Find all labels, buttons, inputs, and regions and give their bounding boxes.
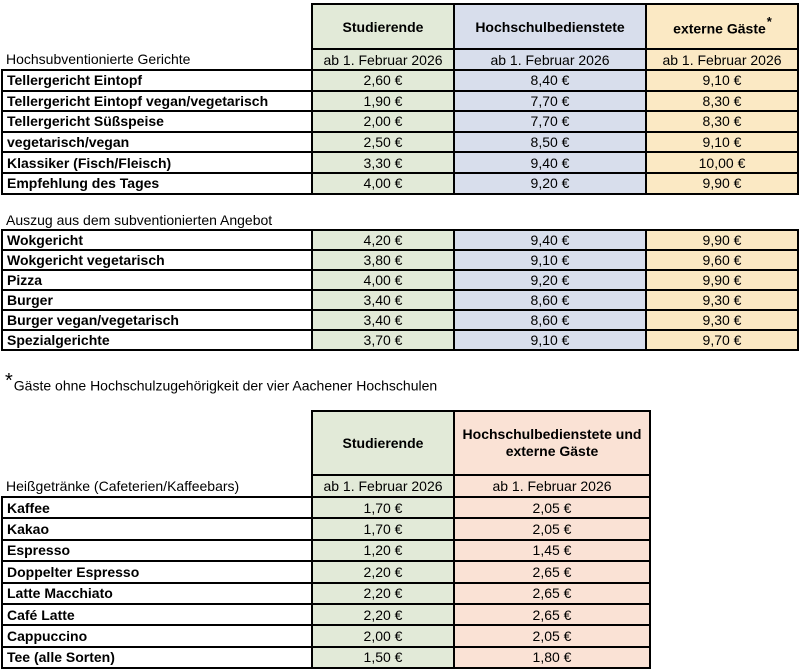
price-cell: 2,65 €	[454, 561, 650, 582]
table-row	[2, 70, 798, 91]
price-cell: 10,00 €	[646, 152, 798, 173]
price-cell: 2,20 €	[312, 583, 454, 604]
section-label-auszug: Auszug aus dem subventionierten Angebot	[6, 212, 273, 228]
table-row	[2, 330, 798, 350]
price-cell: 1,70 €	[312, 518, 454, 539]
table-header-row	[2, 411, 650, 475]
column-header-externe-gaeste	[646, 4, 798, 49]
price-cell: 1,90 €	[312, 91, 454, 112]
row-label: Café Latte	[2, 604, 312, 625]
asterisk-footnote-marker: *	[5, 370, 13, 392]
date-subheader-row	[2, 475, 650, 497]
price-cell: 2,20 €	[312, 561, 454, 582]
row-label: Kakao	[2, 518, 312, 539]
column-header-studierende: Studierende	[312, 411, 454, 475]
date-cell: ab 1. Februar 2026	[454, 475, 650, 497]
column-header-hochschulbedienstete	[454, 4, 646, 49]
price-cell: 3,70 €	[312, 330, 454, 350]
price-cell: 9,90 €	[646, 270, 798, 290]
price-cell: 1,50 €	[312, 647, 454, 668]
price-cell: 9,40 €	[454, 152, 646, 173]
price-cell: 9,20 €	[454, 270, 646, 290]
table-row	[2, 152, 798, 173]
price-cell: 9,70 €	[646, 330, 798, 350]
row-label: Espresso	[2, 540, 312, 561]
price-cell: 2,20 €	[312, 604, 454, 625]
table-row	[2, 132, 798, 153]
section-label-heissgetraenke: Heißgetränke (Cafeterien/Kaffeebars)	[6, 477, 240, 494]
table-row	[2, 625, 650, 646]
table-row	[2, 540, 650, 561]
table-row	[2, 497, 650, 518]
table-row	[2, 250, 798, 270]
row-label: Pizza	[2, 270, 312, 290]
table-row	[2, 518, 650, 539]
table-row	[2, 230, 798, 250]
column-header-label: Hochschulbedienstete	[475, 18, 625, 35]
subsidized-dishes-table	[1, 3, 799, 195]
row-label: Burger vegan/vegetarisch	[2, 310, 312, 330]
table-row	[2, 310, 798, 330]
price-cell: 9,20 €	[454, 173, 646, 194]
price-cell: 4,00 €	[312, 270, 454, 290]
price-cell: 2,65 €	[454, 604, 650, 625]
price-cell: 3,80 €	[312, 250, 454, 270]
column-header-hochschulbedienstete-und-externe: Hochschulbedienstete und externe Gäste	[454, 411, 650, 475]
price-cell: 9,40 €	[454, 230, 646, 250]
table-row	[2, 561, 650, 582]
price-cell: 9,10 €	[646, 70, 798, 91]
date-cell: ab 1. Februar 2026	[312, 49, 454, 70]
row-label: Burger	[2, 290, 312, 310]
price-cell: 4,00 €	[312, 173, 454, 194]
date-subheader-row	[2, 49, 798, 70]
row-label: Cappuccino	[2, 625, 312, 646]
table-row	[2, 111, 798, 132]
price-cell: 8,40 €	[454, 70, 646, 91]
table-header-row	[2, 4, 798, 49]
column-header-label: externe Gäste	[673, 20, 766, 37]
price-cell: 1,45 €	[454, 540, 650, 561]
table-row	[2, 583, 650, 604]
table-row	[2, 604, 650, 625]
price-cell: 2,00 €	[312, 111, 454, 132]
price-cell: 2,05 €	[454, 497, 650, 518]
row-label: Tellergericht Eintopf	[2, 70, 312, 91]
price-cell: 2,60 €	[312, 70, 454, 91]
price-cell: 1,20 €	[312, 540, 454, 561]
price-cell: 3,40 €	[312, 290, 454, 310]
price-cell: 9,90 €	[646, 230, 798, 250]
date-cell: ab 1. Februar 2026	[454, 49, 646, 70]
price-cell: 8,60 €	[454, 310, 646, 330]
price-cell: 2,65 €	[454, 583, 650, 604]
table-row	[2, 290, 798, 310]
table-row	[2, 647, 650, 668]
row-label: Wokgericht vegetarisch	[2, 250, 312, 270]
price-cell: 2,00 €	[312, 625, 454, 646]
price-cell: 7,70 €	[454, 111, 646, 132]
row-label: Empfehlung des Tages	[2, 173, 312, 194]
column-header-studierende: Studierende	[312, 4, 454, 49]
row-label: Tellergericht Eintopf vegan/vegetarisch	[2, 91, 312, 112]
row-label: Tee (alle Sorten)	[2, 647, 312, 668]
table-row	[2, 91, 798, 112]
footnote	[5, 368, 437, 394]
subsidized-offering-excerpt-table	[1, 229, 799, 351]
row-label: Klassiker (Fisch/Fleisch)	[2, 152, 312, 173]
hot-drinks-table	[1, 410, 651, 669]
price-cell: 8,50 €	[454, 132, 646, 153]
price-cell: 8,30 €	[646, 91, 798, 112]
date-cell: ab 1. Februar 2026	[646, 49, 798, 70]
section-label-hochsubventionierte-gerichte: Hochsubventionierte Gerichte	[6, 51, 191, 67]
table-row	[2, 270, 798, 290]
asterisk-superscript: *	[766, 14, 772, 30]
price-cell: 7,70 €	[454, 91, 646, 112]
price-cell: 3,30 €	[312, 152, 454, 173]
price-cell: 9,10 €	[454, 250, 646, 270]
header-spacer-cell	[2, 4, 312, 49]
row-label: Latte Macchiato	[2, 583, 312, 604]
header-spacer-cell	[2, 411, 312, 475]
row-label: Wokgericht	[2, 230, 312, 250]
price-cell: 8,60 €	[454, 290, 646, 310]
footnote-text: Gäste ohne Hochschulzugehörigkeit der vier Aachener Hochschulen	[13, 377, 438, 394]
table-row	[2, 173, 798, 194]
price-cell: 9,90 €	[646, 173, 798, 194]
price-cell: 2,05 €	[454, 518, 650, 539]
row-label: Doppelter Espresso	[2, 561, 312, 582]
price-cell: 9,30 €	[646, 310, 798, 330]
price-cell: 4,20 €	[312, 230, 454, 250]
price-cell: 8,30 €	[646, 111, 798, 132]
row-label: Tellergericht Süßspeise	[2, 111, 312, 132]
price-cell: 9,30 €	[646, 290, 798, 310]
price-cell: 9,60 €	[646, 250, 798, 270]
price-cell: 1,70 €	[312, 497, 454, 518]
price-cell: 9,10 €	[454, 330, 646, 350]
row-label: Spezialgerichte	[2, 330, 312, 350]
price-cell: 3,40 €	[312, 310, 454, 330]
price-cell: 2,50 €	[312, 132, 454, 153]
price-cell: 1,80 €	[454, 647, 650, 668]
row-label: Kaffee	[2, 497, 312, 518]
price-cell: 9,10 €	[646, 132, 798, 153]
row-label: vegetarisch/vegan	[2, 132, 312, 153]
price-cell: 2,05 €	[454, 625, 650, 646]
date-cell: ab 1. Februar 2026	[312, 475, 454, 497]
